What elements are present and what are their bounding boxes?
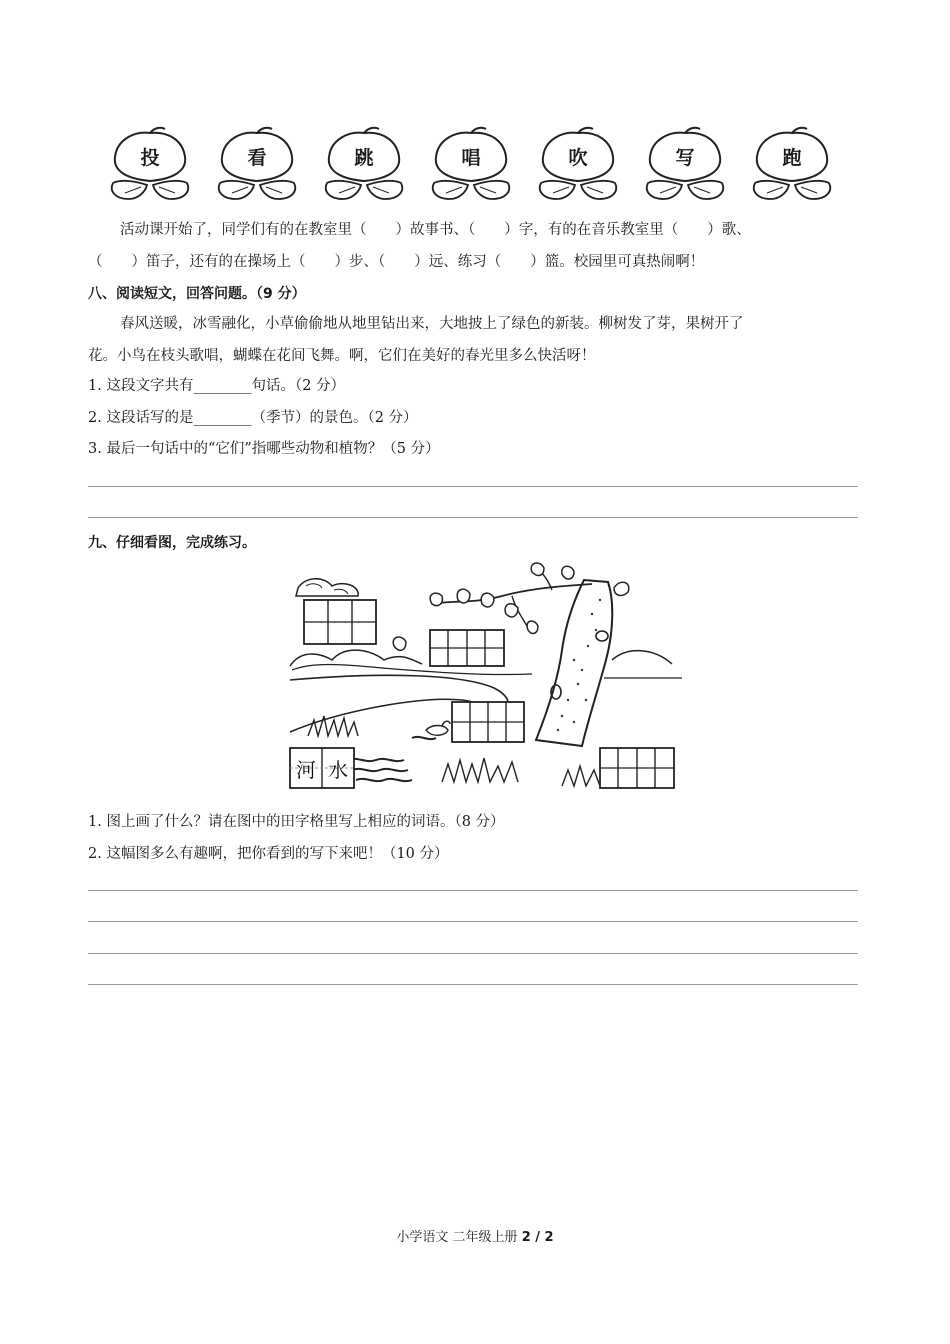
tianzige-grid-cloud[interactable] [304,600,376,644]
answer-line[interactable] [88,486,858,487]
section-8-heading: 八、阅读短文，回答问题。（9 分） [88,286,306,302]
picture-scene [262,560,690,800]
scene-illustration [262,560,690,800]
exercise-line-2: （ ）笛子，还有的在操场上（ ）步、（ ）远、练习（ ）篮。校园里可真热闹啊！ [88,254,705,270]
peach-word: 写 [675,147,695,169]
question-8-2: 2. 这段话写的是________（季节）的景色。（2 分） [88,410,418,426]
answer-line[interactable] [88,984,858,985]
question-9-2: 2. 这幅图多么有趣啊，把你看到的写下来吧！（10 分） [88,846,449,862]
peach-word-row [105,125,845,205]
footer-page-number: 2 / 2 [521,1230,554,1245]
tianzige-grid-road[interactable] [452,702,524,742]
peach-card [319,125,409,203]
peach-card [533,125,623,203]
peach-card [640,125,730,203]
exercise-line-1: 活动课开始了，同学们有的在教室里（ ）故事书、（ ）字，有的在音乐教室里（ ）歌、 [120,222,751,238]
tianzige-grid-river [290,748,354,788]
peach-card [747,125,837,203]
peach-card [212,125,302,203]
river-label-char-1: 河 [296,758,316,782]
answer-line[interactable] [88,921,858,922]
tianzige-grid-leaves[interactable] [430,630,504,666]
page-footer [0,1226,950,1245]
river-label-char-2: 水 [328,758,348,782]
answer-line[interactable] [88,953,858,954]
peach-word: 跑 [782,147,802,169]
answer-line[interactable] [88,890,858,891]
peach-word: 看 [247,147,267,169]
peach-word: 跳 [354,147,374,169]
tianzige-grid-grass[interactable] [600,748,674,788]
peach-card [105,125,195,203]
section-9-heading: 九、仔细看图，完成练习。 [88,535,256,551]
footer-course: 小学语文 二年级上册 [396,1230,522,1245]
passage-line-2: 花。小鸟在枝头歌唱，蝴蝶在花间飞舞。啊，它们在美好的春光里多么快活呀！ [88,348,596,364]
peach-word: 唱 [461,147,481,169]
peach-card [426,125,516,203]
peach-word: 投 [140,147,160,169]
question-8-3: 3. 最后一句话中的“它们”指哪些动物和植物？（5 分） [88,441,440,457]
answer-line[interactable] [88,517,858,518]
question-9-1: 1. 图上画了什么？请在图中的田字格里写上相应的词语。（8 分） [88,814,505,830]
peach-word: 吹 [568,147,588,169]
passage-line-1: 春风送暖，冰雪融化，小草偷偷地从地里钻出来，大地披上了绿色的新装。柳树发了芽，果树开了 [120,316,744,332]
question-8-1: 1. 这段文字共有________句话。（2 分） [88,378,346,394]
